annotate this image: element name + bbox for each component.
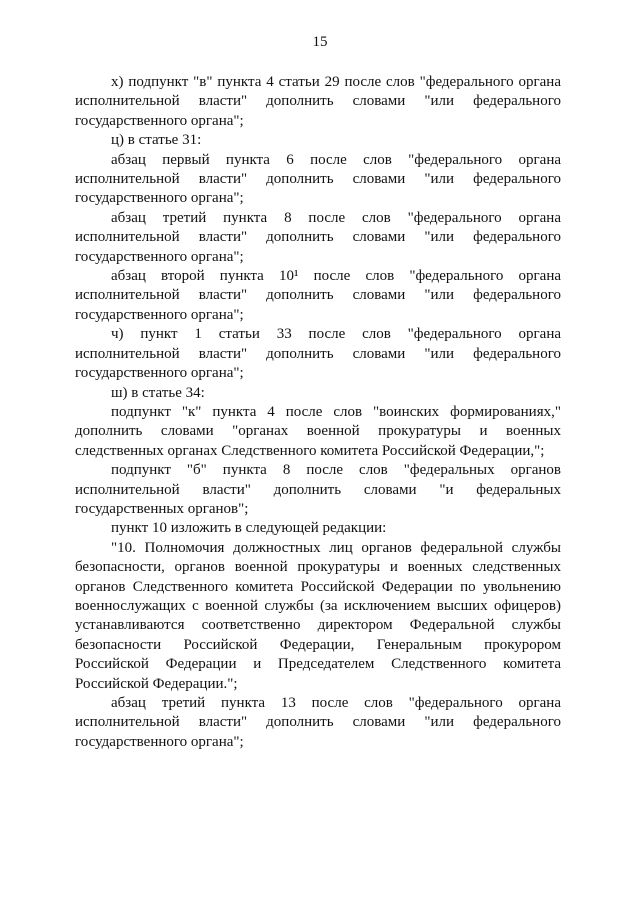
paragraph-art34-p13: абзац третий пункта 13 после слов "федерального органа исполнительной власти" дополнить словами "или федерального государственного органа";	[75, 695, 561, 750]
page-number: 15	[312, 34, 328, 50]
paragraph-art31-p6: абзац первый пункта 6 после слов "федерального органа исполнительной власти" дополнить словами "или федерального государственного органа";	[75, 151, 561, 207]
document-body	[75, 73, 561, 752]
paragraph-ts-heading: ц) в статье 31:	[111, 132, 202, 149]
paragraph-art34-p8b: подпункт "б" пункта 8 после слов "федеральных органов исполнительной власти" дополнить словами "и федеральных государственных органов";	[75, 462, 561, 517]
paragraph-sh-heading: ш) в статье 34:	[111, 384, 205, 401]
paragraph-art34-p10-text: "10. Полномочия должностных лиц органов федеральной службы безопасности, органов военной прокуратуры и военных следственных органов Следственного комитета Российской Федерации по увольнению военнослужащих с военной службы (за исключением высших офицеров) устанавливаются соответственно директором Федеральной службы безопасности Российской Федерации, Генеральным прокурором Российской Федерации и Председателем Следственного комитета Российской Федерации.";	[75, 539, 561, 692]
paragraph-art31-p10-1: абзац второй пункта 10¹ после слов "федерального органа исполнительной власти" дополнить словами "или федерального государственного органа";	[75, 268, 561, 323]
paragraph-art34-p4k: подпункт "к" пункта 4 после слов "воинских формированиях," дополнить словами "органах военной прокуратуры и военных следственных органах Следственного комитета Российской Федерации,";	[75, 403, 561, 459]
paragraph-kh: х) подпункт "в" пункта 4 статьи 29 после слов "федерального органа исполнительной власти" дополнить словами "или федерального государственного органа";	[75, 74, 561, 129]
paragraph-ch: ч) пункт 1 статьи 33 после слов "федерального органа исполнительной власти" дополнить словами "или федерального государственного органа";	[75, 326, 561, 382]
paragraph-art31-p8: абзац третий пункта 8 после слов "федерального органа исполнительной власти" дополнить словами "или федерального государственного органа";	[75, 209, 561, 265]
paragraph-art34-p10-intro: пункт 10 изложить в следующей редакции:	[111, 520, 387, 537]
